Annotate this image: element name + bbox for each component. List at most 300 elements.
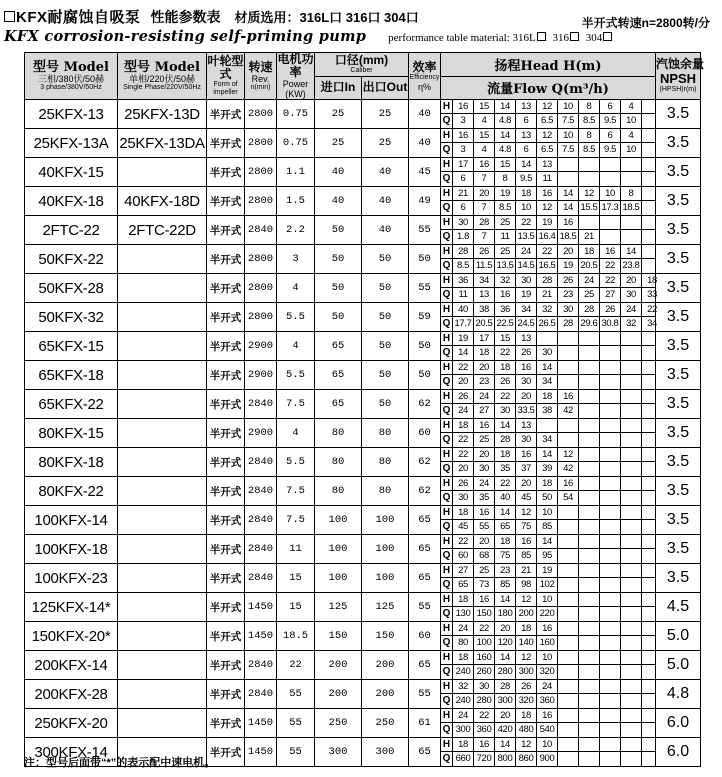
flow-value bbox=[621, 636, 642, 650]
flow-value bbox=[642, 114, 662, 128]
flow-value: 4.8 bbox=[495, 143, 516, 157]
flow-value: 9.5 bbox=[516, 172, 537, 186]
col-flow: 流量Flow Q(m³/h) bbox=[441, 76, 656, 100]
flow-value bbox=[621, 230, 642, 244]
head-value: 20 bbox=[516, 477, 537, 490]
title-en: KFX corrosion-resisting self-priming pump bbox=[4, 28, 367, 45]
flow-value bbox=[600, 230, 621, 244]
head-value bbox=[579, 390, 600, 403]
flow-value: 30 bbox=[516, 375, 537, 389]
flow-value bbox=[642, 752, 662, 766]
head-value: 14 bbox=[621, 245, 642, 258]
model-3phase: 65KFX-18 bbox=[25, 361, 118, 390]
head-value: 20 bbox=[474, 187, 495, 200]
rev-value: 2840 bbox=[245, 216, 277, 245]
flow-value: 14 bbox=[453, 346, 474, 360]
col-head: 扬程Head H(m) bbox=[441, 53, 656, 77]
inlet-value: 300 bbox=[315, 738, 362, 767]
power-value: 18.5 bbox=[277, 622, 315, 651]
head-value: 16 bbox=[474, 419, 495, 432]
col-caliber: 口径(mm) Caliber bbox=[315, 53, 409, 77]
flow-value bbox=[558, 520, 579, 534]
head-value: 32 bbox=[453, 680, 474, 693]
head-value: 28 bbox=[495, 680, 516, 693]
rev-value: 2800 bbox=[245, 187, 277, 216]
flow-value: 10 bbox=[621, 114, 642, 128]
flow-value: 7.5 bbox=[558, 114, 579, 128]
checkbox-icon bbox=[537, 32, 546, 41]
head-value bbox=[537, 419, 558, 432]
head-value: 12 bbox=[516, 506, 537, 519]
flow-value bbox=[600, 520, 621, 534]
head-line bbox=[441, 158, 655, 172]
head-value: 36 bbox=[495, 303, 516, 316]
flow-value: 360 bbox=[474, 723, 495, 737]
flow-value: 18.5 bbox=[621, 201, 642, 215]
flow-line bbox=[441, 404, 655, 418]
npsh-value: 3.5 bbox=[656, 187, 701, 216]
head-value bbox=[621, 361, 642, 374]
impeller-type: 半开式 bbox=[207, 622, 245, 651]
flow-line bbox=[441, 694, 655, 708]
flow-value: 15.5 bbox=[579, 201, 600, 215]
power-value: 1.5 bbox=[277, 187, 315, 216]
model-1phase bbox=[118, 158, 207, 187]
head-label: H bbox=[441, 303, 453, 316]
head-value: 27 bbox=[453, 564, 474, 577]
head-flow-cell bbox=[441, 448, 656, 477]
material-en-label: performance table material: bbox=[388, 32, 510, 44]
head-value: 10 bbox=[537, 651, 558, 664]
head-line bbox=[441, 651, 655, 665]
head-line bbox=[441, 564, 655, 578]
flow-value: 160 bbox=[537, 636, 558, 650]
flow-line bbox=[441, 317, 655, 331]
flow-value: 240 bbox=[453, 694, 474, 708]
head-flow-cell bbox=[441, 187, 656, 216]
head-value bbox=[621, 651, 642, 664]
model-1phase bbox=[118, 274, 207, 303]
table-row bbox=[25, 303, 701, 332]
flow-value bbox=[642, 462, 662, 476]
efficiency-value: 50 bbox=[409, 245, 441, 274]
flow-value: 720 bbox=[474, 752, 495, 766]
flow-value: 320 bbox=[516, 694, 537, 708]
head-value: 16 bbox=[537, 622, 558, 635]
head-label: H bbox=[441, 390, 453, 403]
flow-value: 21 bbox=[537, 288, 558, 302]
flow-value: 85 bbox=[516, 549, 537, 563]
flow-line bbox=[441, 172, 655, 186]
table-row bbox=[25, 419, 701, 448]
flow-value: 11 bbox=[495, 230, 516, 244]
table-row bbox=[25, 100, 701, 129]
head-line bbox=[441, 332, 655, 346]
flow-value: 29.6 bbox=[579, 317, 600, 331]
head-flow-cell bbox=[441, 100, 656, 129]
flow-value bbox=[642, 665, 662, 679]
head-value bbox=[621, 593, 642, 606]
model-3phase: 65KFX-15 bbox=[25, 332, 118, 361]
head-label: H bbox=[441, 651, 453, 664]
model-1phase: 25KFX-13DA bbox=[118, 129, 207, 158]
head-value: 14 bbox=[495, 506, 516, 519]
head-value: 14 bbox=[537, 448, 558, 461]
efficiency-value: 55 bbox=[409, 216, 441, 245]
head-value: 8 bbox=[579, 100, 600, 113]
head-value: 14 bbox=[495, 651, 516, 664]
flow-value: 7 bbox=[474, 172, 495, 186]
flow-value bbox=[558, 375, 579, 389]
head-value: 28 bbox=[537, 274, 558, 287]
head-value: 19 bbox=[537, 564, 558, 577]
outlet-value: 50 bbox=[362, 303, 409, 332]
efficiency-value: 65 bbox=[409, 564, 441, 593]
npsh-value: 5.0 bbox=[656, 622, 701, 651]
npsh-value: 4.8 bbox=[656, 680, 701, 709]
head-value bbox=[642, 738, 662, 751]
model-3phase: 300KFX-14 bbox=[25, 738, 118, 767]
inlet-value: 50 bbox=[315, 216, 362, 245]
flow-value bbox=[642, 404, 662, 418]
flow-value bbox=[600, 172, 621, 186]
flow-value: 10 bbox=[621, 143, 642, 157]
flow-value: 26 bbox=[516, 346, 537, 360]
head-flow-cell bbox=[441, 564, 656, 593]
inlet-value: 200 bbox=[315, 680, 362, 709]
model-1phase bbox=[118, 448, 207, 477]
rev-value: 2840 bbox=[245, 477, 277, 506]
rev-value: 2840 bbox=[245, 390, 277, 419]
impeller-type: 半开式 bbox=[207, 564, 245, 593]
inlet-value: 100 bbox=[315, 564, 362, 593]
head-value: 18 bbox=[453, 738, 474, 751]
flow-value: 33.5 bbox=[516, 404, 537, 418]
flow-value bbox=[642, 172, 662, 186]
head-value: 26 bbox=[516, 680, 537, 693]
head-label: H bbox=[441, 245, 453, 258]
head-value bbox=[600, 622, 621, 635]
head-flow-cell bbox=[441, 361, 656, 390]
head-value: 17 bbox=[453, 158, 474, 171]
head-value: 34 bbox=[474, 274, 495, 287]
head-label: H bbox=[441, 709, 453, 722]
flow-value: 33 bbox=[647, 289, 657, 300]
head-value: 15 bbox=[474, 129, 495, 142]
flow-label: Q bbox=[441, 404, 453, 418]
flow-value bbox=[642, 143, 662, 157]
head-value: 16 bbox=[558, 216, 579, 229]
flow-value bbox=[621, 607, 642, 621]
power-value: 5.5 bbox=[277, 361, 315, 390]
head-value: 20 bbox=[474, 361, 495, 374]
power-value: 22 bbox=[277, 651, 315, 680]
power-value: 7.5 bbox=[277, 506, 315, 535]
flow-value bbox=[579, 607, 600, 621]
power-value: 4 bbox=[277, 419, 315, 448]
model-1phase bbox=[118, 303, 207, 332]
power-value: 11 bbox=[277, 535, 315, 564]
head-value bbox=[579, 448, 600, 461]
flow-label: Q bbox=[441, 172, 453, 186]
inlet-value: 40 bbox=[315, 158, 362, 187]
head-label: H bbox=[441, 564, 453, 577]
efficiency-value: 65 bbox=[409, 506, 441, 535]
col-power: 电机功率 Power (KW) bbox=[277, 52, 314, 99]
head-value bbox=[558, 535, 579, 548]
flow-value bbox=[579, 520, 600, 534]
outlet-value: 80 bbox=[362, 448, 409, 477]
flow-line bbox=[441, 491, 655, 505]
model-3phase: 40KFX-15 bbox=[25, 158, 118, 187]
head-value: 13 bbox=[516, 100, 537, 113]
head-value: 32 bbox=[537, 303, 558, 316]
flow-label: Q bbox=[441, 636, 453, 650]
flow-value: 300 bbox=[453, 723, 474, 737]
inlet-value: 80 bbox=[315, 448, 362, 477]
head-label: H bbox=[441, 100, 453, 113]
flow-label: Q bbox=[441, 346, 453, 360]
flow-value bbox=[579, 636, 600, 650]
head-value bbox=[600, 332, 621, 345]
head-value: 18 bbox=[453, 651, 474, 664]
flow-value: 240 bbox=[453, 665, 474, 679]
impeller-type: 半开式 bbox=[207, 187, 245, 216]
flow-value bbox=[558, 607, 579, 621]
head-label: H bbox=[441, 448, 453, 461]
efficiency-value: 50 bbox=[409, 332, 441, 361]
flow-value: 20 bbox=[453, 462, 474, 476]
rev-value: 2840 bbox=[245, 448, 277, 477]
model-1phase bbox=[118, 680, 207, 709]
model-3phase: 100KFX-18 bbox=[25, 535, 118, 564]
flow-value bbox=[621, 723, 642, 737]
flow-value: 28 bbox=[495, 433, 516, 447]
flow-value: 19 bbox=[558, 259, 579, 273]
head-label: H bbox=[441, 274, 453, 287]
head-value: 13 bbox=[537, 158, 558, 171]
flow-value bbox=[621, 549, 642, 563]
col-outlet: 出口Out bbox=[362, 76, 409, 100]
flow-value: 39 bbox=[537, 462, 558, 476]
flow-line bbox=[441, 578, 655, 592]
material-option-316l: 316L bbox=[512, 32, 536, 44]
impeller-type: 半开式 bbox=[207, 216, 245, 245]
head-value: 18 bbox=[453, 506, 474, 519]
table-row bbox=[25, 187, 701, 216]
head-value bbox=[558, 651, 579, 664]
inlet-value: 200 bbox=[315, 651, 362, 680]
head-flow-cell bbox=[441, 709, 656, 738]
head-value bbox=[558, 564, 579, 577]
head-value: 20 bbox=[474, 535, 495, 548]
model-1phase bbox=[118, 622, 207, 651]
flow-value: 30.8 bbox=[600, 317, 621, 331]
efficiency-value: 55 bbox=[409, 593, 441, 622]
flow-value: 30 bbox=[621, 288, 642, 302]
inlet-value: 125 bbox=[315, 593, 362, 622]
npsh-value: 3.5 bbox=[656, 245, 701, 274]
impeller-type: 半开式 bbox=[207, 506, 245, 535]
npsh-value: 3.5 bbox=[656, 390, 701, 419]
head-value bbox=[621, 680, 642, 693]
head-value: 14 bbox=[495, 100, 516, 113]
flow-value bbox=[642, 578, 662, 592]
flow-value: 800 bbox=[495, 752, 516, 766]
head-value: 16 bbox=[453, 129, 474, 142]
head-value: 34 bbox=[516, 303, 537, 316]
col-model-1phase: 型号 Model 单相/220伏/50赫 Single Phase/220V/50Hz bbox=[118, 53, 207, 100]
flow-line bbox=[441, 346, 655, 360]
npsh-value: 3.5 bbox=[656, 332, 701, 361]
flow-value bbox=[558, 433, 579, 447]
head-value: 30 bbox=[453, 216, 474, 229]
head-value: 21 bbox=[516, 564, 537, 577]
flow-label: Q bbox=[441, 723, 453, 737]
head-line bbox=[441, 680, 655, 694]
head-value: 12 bbox=[516, 651, 537, 664]
head-label: H bbox=[441, 158, 453, 171]
flow-line bbox=[441, 520, 655, 534]
model-3phase: 80KFX-22 bbox=[25, 477, 118, 506]
head-value: 13 bbox=[516, 419, 537, 432]
power-value: 5.5 bbox=[277, 448, 315, 477]
flow-value: 420 bbox=[495, 723, 516, 737]
head-value bbox=[642, 216, 662, 229]
outlet-value: 50 bbox=[362, 361, 409, 390]
flow-value: 26.5 bbox=[537, 317, 558, 331]
flow-value bbox=[579, 433, 600, 447]
head-value: 21 bbox=[453, 187, 474, 200]
flow-label: Q bbox=[441, 288, 453, 302]
flow-value bbox=[579, 491, 600, 505]
flow-value bbox=[600, 752, 621, 766]
head-label: H bbox=[441, 738, 453, 751]
flow-value: 25 bbox=[579, 288, 600, 302]
flow-value bbox=[558, 694, 579, 708]
flow-value: 25 bbox=[474, 433, 495, 447]
head-label: H bbox=[441, 361, 453, 374]
head-line bbox=[441, 477, 655, 491]
flow-value: 540 bbox=[537, 723, 558, 737]
head-flow-cell bbox=[441, 390, 656, 419]
flow-value bbox=[558, 172, 579, 186]
head-value bbox=[642, 390, 662, 403]
head-value: 18 bbox=[453, 593, 474, 606]
flow-value: 32 bbox=[621, 317, 642, 331]
head-value bbox=[558, 622, 579, 635]
flow-value: 65 bbox=[495, 520, 516, 534]
efficiency-value: 55 bbox=[409, 680, 441, 709]
flow-line bbox=[441, 201, 655, 215]
model-3phase: 25KFX-13 bbox=[25, 100, 118, 129]
head-value: 8 bbox=[621, 187, 642, 200]
flow-value: 16.5 bbox=[537, 259, 558, 273]
flow-value: 1.8 bbox=[453, 230, 474, 244]
flow-value: 6.5 bbox=[537, 114, 558, 128]
head-value bbox=[579, 535, 600, 548]
head-value bbox=[558, 361, 579, 374]
inlet-value: 100 bbox=[315, 506, 362, 535]
flow-value: 50 bbox=[537, 491, 558, 505]
flow-value bbox=[579, 404, 600, 418]
inlet-value: 65 bbox=[315, 332, 362, 361]
head-value bbox=[558, 709, 579, 722]
flow-value: 200 bbox=[516, 607, 537, 621]
power-value: 0.75 bbox=[277, 100, 315, 129]
head-value bbox=[600, 535, 621, 548]
head-value: 26 bbox=[453, 477, 474, 490]
head-value: 18 bbox=[516, 622, 537, 635]
head-line bbox=[441, 216, 655, 230]
table-row bbox=[25, 709, 701, 738]
flow-value: 60 bbox=[453, 549, 474, 563]
subtitle-row bbox=[4, 28, 616, 45]
inlet-value: 80 bbox=[315, 477, 362, 506]
table-row bbox=[25, 390, 701, 419]
flow-label: Q bbox=[441, 607, 453, 621]
head-value bbox=[642, 129, 662, 142]
head-value: 18 bbox=[516, 709, 537, 722]
head-value bbox=[579, 158, 600, 171]
flow-value: 20 bbox=[453, 375, 474, 389]
impeller-type: 半开式 bbox=[207, 390, 245, 419]
flow-value: 9.5 bbox=[600, 114, 621, 128]
head-value bbox=[642, 100, 662, 113]
head-value: 14 bbox=[558, 187, 579, 200]
table-row bbox=[25, 477, 701, 506]
flow-value bbox=[621, 404, 642, 418]
flow-value: 16.4 bbox=[537, 230, 558, 244]
head-value bbox=[621, 332, 642, 345]
head-value: 14 bbox=[516, 158, 537, 171]
head-value bbox=[600, 651, 621, 664]
flow-value: 45 bbox=[516, 491, 537, 505]
flow-value bbox=[600, 694, 621, 708]
head-value: 24 bbox=[579, 274, 600, 287]
flow-value bbox=[642, 520, 662, 534]
flow-value: 140 bbox=[516, 636, 537, 650]
efficiency-value: 40 bbox=[409, 100, 441, 129]
flow-label: Q bbox=[441, 433, 453, 447]
flow-value: 6 bbox=[453, 201, 474, 215]
head-value bbox=[558, 593, 579, 606]
flow-line bbox=[441, 259, 655, 273]
impeller-type: 半开式 bbox=[207, 332, 245, 361]
impeller-type: 半开式 bbox=[207, 245, 245, 274]
head-flow-cell bbox=[441, 477, 656, 506]
power-value: 7.5 bbox=[277, 390, 315, 419]
efficiency-value: 61 bbox=[409, 709, 441, 738]
efficiency-value: 62 bbox=[409, 448, 441, 477]
flow-label: Q bbox=[441, 462, 453, 476]
flow-value bbox=[600, 578, 621, 592]
flow-value: 23.8 bbox=[621, 259, 642, 273]
speed-note: 半开式转速n=2800转/分 bbox=[581, 16, 710, 30]
head-value bbox=[600, 361, 621, 374]
performance-table bbox=[24, 52, 705, 767]
head-label: H bbox=[441, 129, 453, 142]
head-value: 10 bbox=[537, 738, 558, 751]
head-value: 16 bbox=[453, 100, 474, 113]
flow-value: 11 bbox=[537, 172, 558, 186]
outlet-value: 40 bbox=[362, 158, 409, 187]
head-value bbox=[642, 564, 662, 577]
head-value: 24 bbox=[537, 680, 558, 693]
flow-value bbox=[579, 462, 600, 476]
model-1phase bbox=[118, 593, 207, 622]
outlet-value: 200 bbox=[362, 651, 409, 680]
